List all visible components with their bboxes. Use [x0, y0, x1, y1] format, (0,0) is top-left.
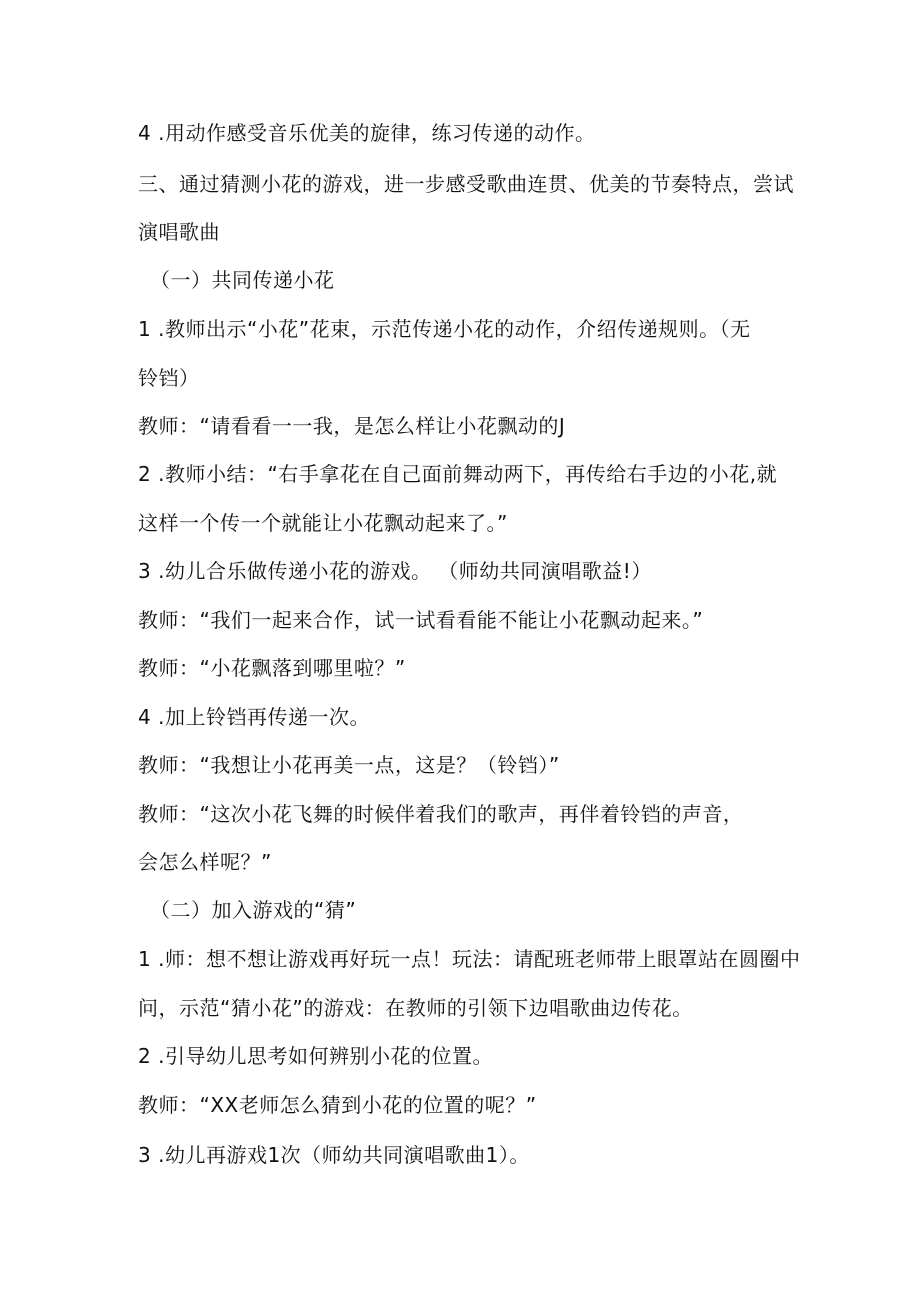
text-line: 2 .引导幼儿思考如何辨别小花的位置。 [138, 1044, 493, 1068]
section-heading-three: 三、通过猜测小花的游戏，进一步感受歌曲连贯、优美的节奏特点，尝试 [138, 172, 794, 196]
text-line: 2 .教师小结：“右手拿花在自己面前舞动两下，再传给右手边的小花,就 [138, 462, 778, 486]
subsection-heading-two: （二）加入游戏的“猜” [150, 898, 357, 922]
text-line: 3 .幼儿再游戏1次（师幼共同演唱歌曲1）。 [138, 1143, 530, 1167]
teacher-line: 教师：“我们一起来合作，试一试看看能不能让小花飘动起来。” [138, 608, 704, 632]
teacher-line: 教师：“小花飘落到哪里啦？” [138, 656, 406, 680]
text-line: 铃铛） [138, 366, 200, 390]
text-line: 4 .加上铃铛再传递一次。 [138, 705, 370, 729]
text-line: 1 .师：想不想让游戏再好玩一点！玩法：请配班老师带上眼罩站在圆圈中 [138, 947, 801, 971]
text-line: 1 .教师出示“小花”花束，示范传递小花的动作，介绍传递规则。（无 [138, 317, 751, 341]
text-line: 会怎么样呢？” [138, 850, 272, 874]
text-line: 4 .用动作感受音乐优美的旋律，练习传递的动作。 [138, 121, 596, 145]
teacher-line: 教师：“这次小花飞舞的时候伴着我们的歌声，再伴着铃铛的声音， [138, 802, 744, 826]
teacher-line: 教师：“请看看一一我，是怎么样让小花飘动的J [138, 414, 566, 438]
text-line: 3 .幼儿合乐做传递小花的游戏。 （师幼共同演唱歌益!） [138, 559, 652, 583]
text-line: 这样一个传一个就能让小花飘动起来了。” [138, 511, 508, 535]
subsection-heading-one: （一）共同传递小花 [150, 268, 335, 292]
teacher-line: 教师：“我想让小花再美一点，这是？（铃铛）” [138, 753, 560, 777]
teacher-line: 教师：“XX老师怎么猜到小花的位置的呢？” [138, 1093, 537, 1117]
text-line: 演唱歌曲 [138, 220, 220, 244]
text-line: 问，示范“猜小花”的游戏：在教师的引领下边唱歌曲边传花。 [138, 996, 693, 1020]
